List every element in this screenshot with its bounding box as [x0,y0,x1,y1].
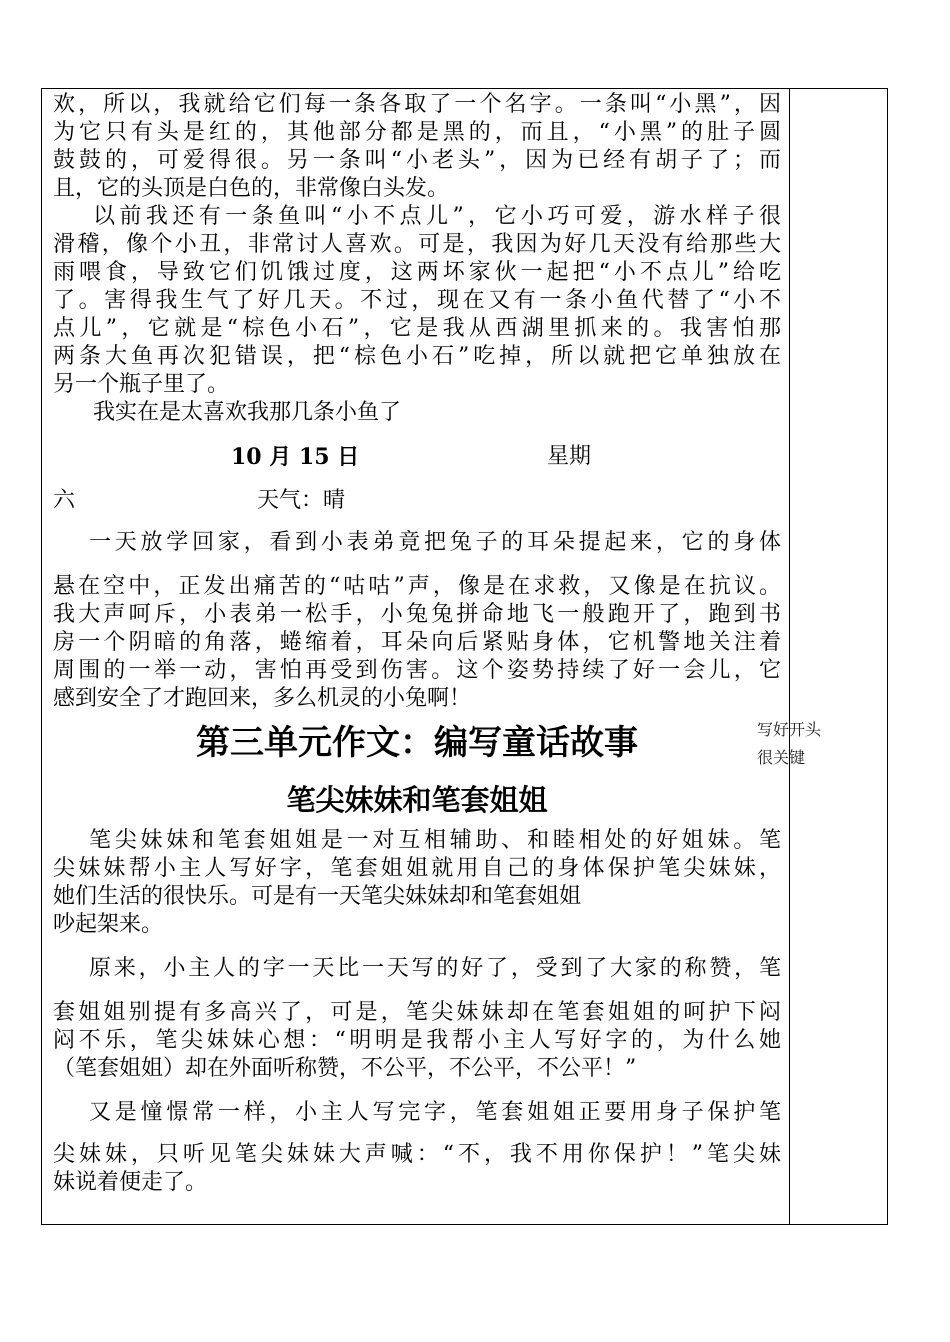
story-title: 笔尖妹妹和笔套姐姐 [286,783,548,817]
weekday-label: 星期 [547,444,592,469]
text-line: 房一个阴暗的角落，蜷缩着，耳朵向后紧贴身体，它机警地关注着 [53,630,781,655]
text-line: （笔套姐姐）却在外面听称赞，不公平，不公平，不公平！” [53,1056,637,1081]
text-line: 雨喂食，导致它们饥饿过度，这两坏家伙一起把“小不点儿”给吃 [53,260,781,285]
column-divider [789,89,790,1224]
text-line: 鼓鼓的，可爱得很。另一条叫“小老头”，因为已经有胡子了；而 [53,148,781,173]
text-line: 尖妹妹帮小主人写好字，笔套姐姐就用自己的身体保护笔尖妹妹， [53,856,781,881]
text-line: 笔尖妹妹和笔套姐姐是一对互相辅助、和睦相处的好姐妹。笔 [89,828,781,853]
text-line: 另一个瓶子里了。 [53,372,230,397]
text-line: 感到安全了才跑回来，多么机灵的小兔啊！ [53,686,472,711]
text-line: 欢，所以，我就给它们每一条各取了一个名字。一条叫“小黑”，因 [53,92,781,117]
text-line: 又是憧憬常一样，小主人写完字，笔套姐姐正要用身子保护笔 [89,1100,781,1125]
weekday-value: 六 [53,488,76,513]
text-line: 一天放学回家，看到小表弟竟把兔子的耳朵提起来，它的身体 [89,530,781,555]
text-line: 妹说着便走了。 [53,1170,208,1195]
text-line: 且，它的头顶是白色的，非常像白头发。 [53,176,450,201]
side-note [757,716,843,772]
text-line: 原来，小主人的字一天比一天写的好了，受到了大家的称赞，笔 [89,956,781,981]
text-line: 以前我还有一条鱼叫“小不点儿”，它小巧可爱，游水样子很 [93,204,781,229]
text-line: 了。害得我生气了好几天。不过，现在又有一条小鱼代替了“小不 [53,288,781,313]
text-line: 我实在是太喜欢我那几条小鱼了 [93,400,402,425]
diary-date: 10 月 15 日 [231,444,360,470]
side-note-line: 很关键 [757,748,806,767]
text-line: 我大声呵斥，小表弟一松手，小兔兔拼命地飞一般跑开了，跑到书 [53,602,781,627]
diary-table [41,88,888,1225]
text-line: 吵起架来。 [53,912,164,937]
section-heading: 第三单元作文：编写童话故事 [196,723,638,763]
text-line: 点儿”，它就是“棕色小石”，它是我从西湖里抓来的。我害怕那 [53,316,781,341]
text-line: 周围的一举一动，害怕再受到伤害。这个姿势持续了好一会儿，它 [53,658,781,683]
text-line: 为它只有头是红的，其他部分都是黑的，而且，“小黑”的肚子圆 [53,120,781,145]
side-note-line: 写好开头 [757,720,822,739]
text-line: 套姐姐别提有多高兴了，可是，笔尖妹妹却在笔套姐姐的呵护下闷 [53,1000,781,1025]
text-line: 她们生活的很快乐。可是有一天笔尖妹妹却和笔套姐姐 [53,884,582,909]
text-line: 悬在空中，正发出痛苦的“咕咕”声，像是在求救，又像是在抗议。 [53,574,781,599]
text-line: 闷不乐，笔尖妹妹心想：“明明是我帮小主人写好字的，为什么她 [53,1028,781,1053]
text-line: 尖妹妹，只听见笔尖妹妹大声喊：“不，我不用你保护！”笔尖妹 [53,1142,781,1167]
weather: 天气：晴 [257,488,346,513]
text-line: 滑稽，像个小丑，非常讨人喜欢。可是，我因为好几天没有给那些大 [53,232,781,257]
text-line: 两条大鱼再次犯错误，把“棕色小石”吃掉，所以就把它单独放在 [53,344,781,369]
